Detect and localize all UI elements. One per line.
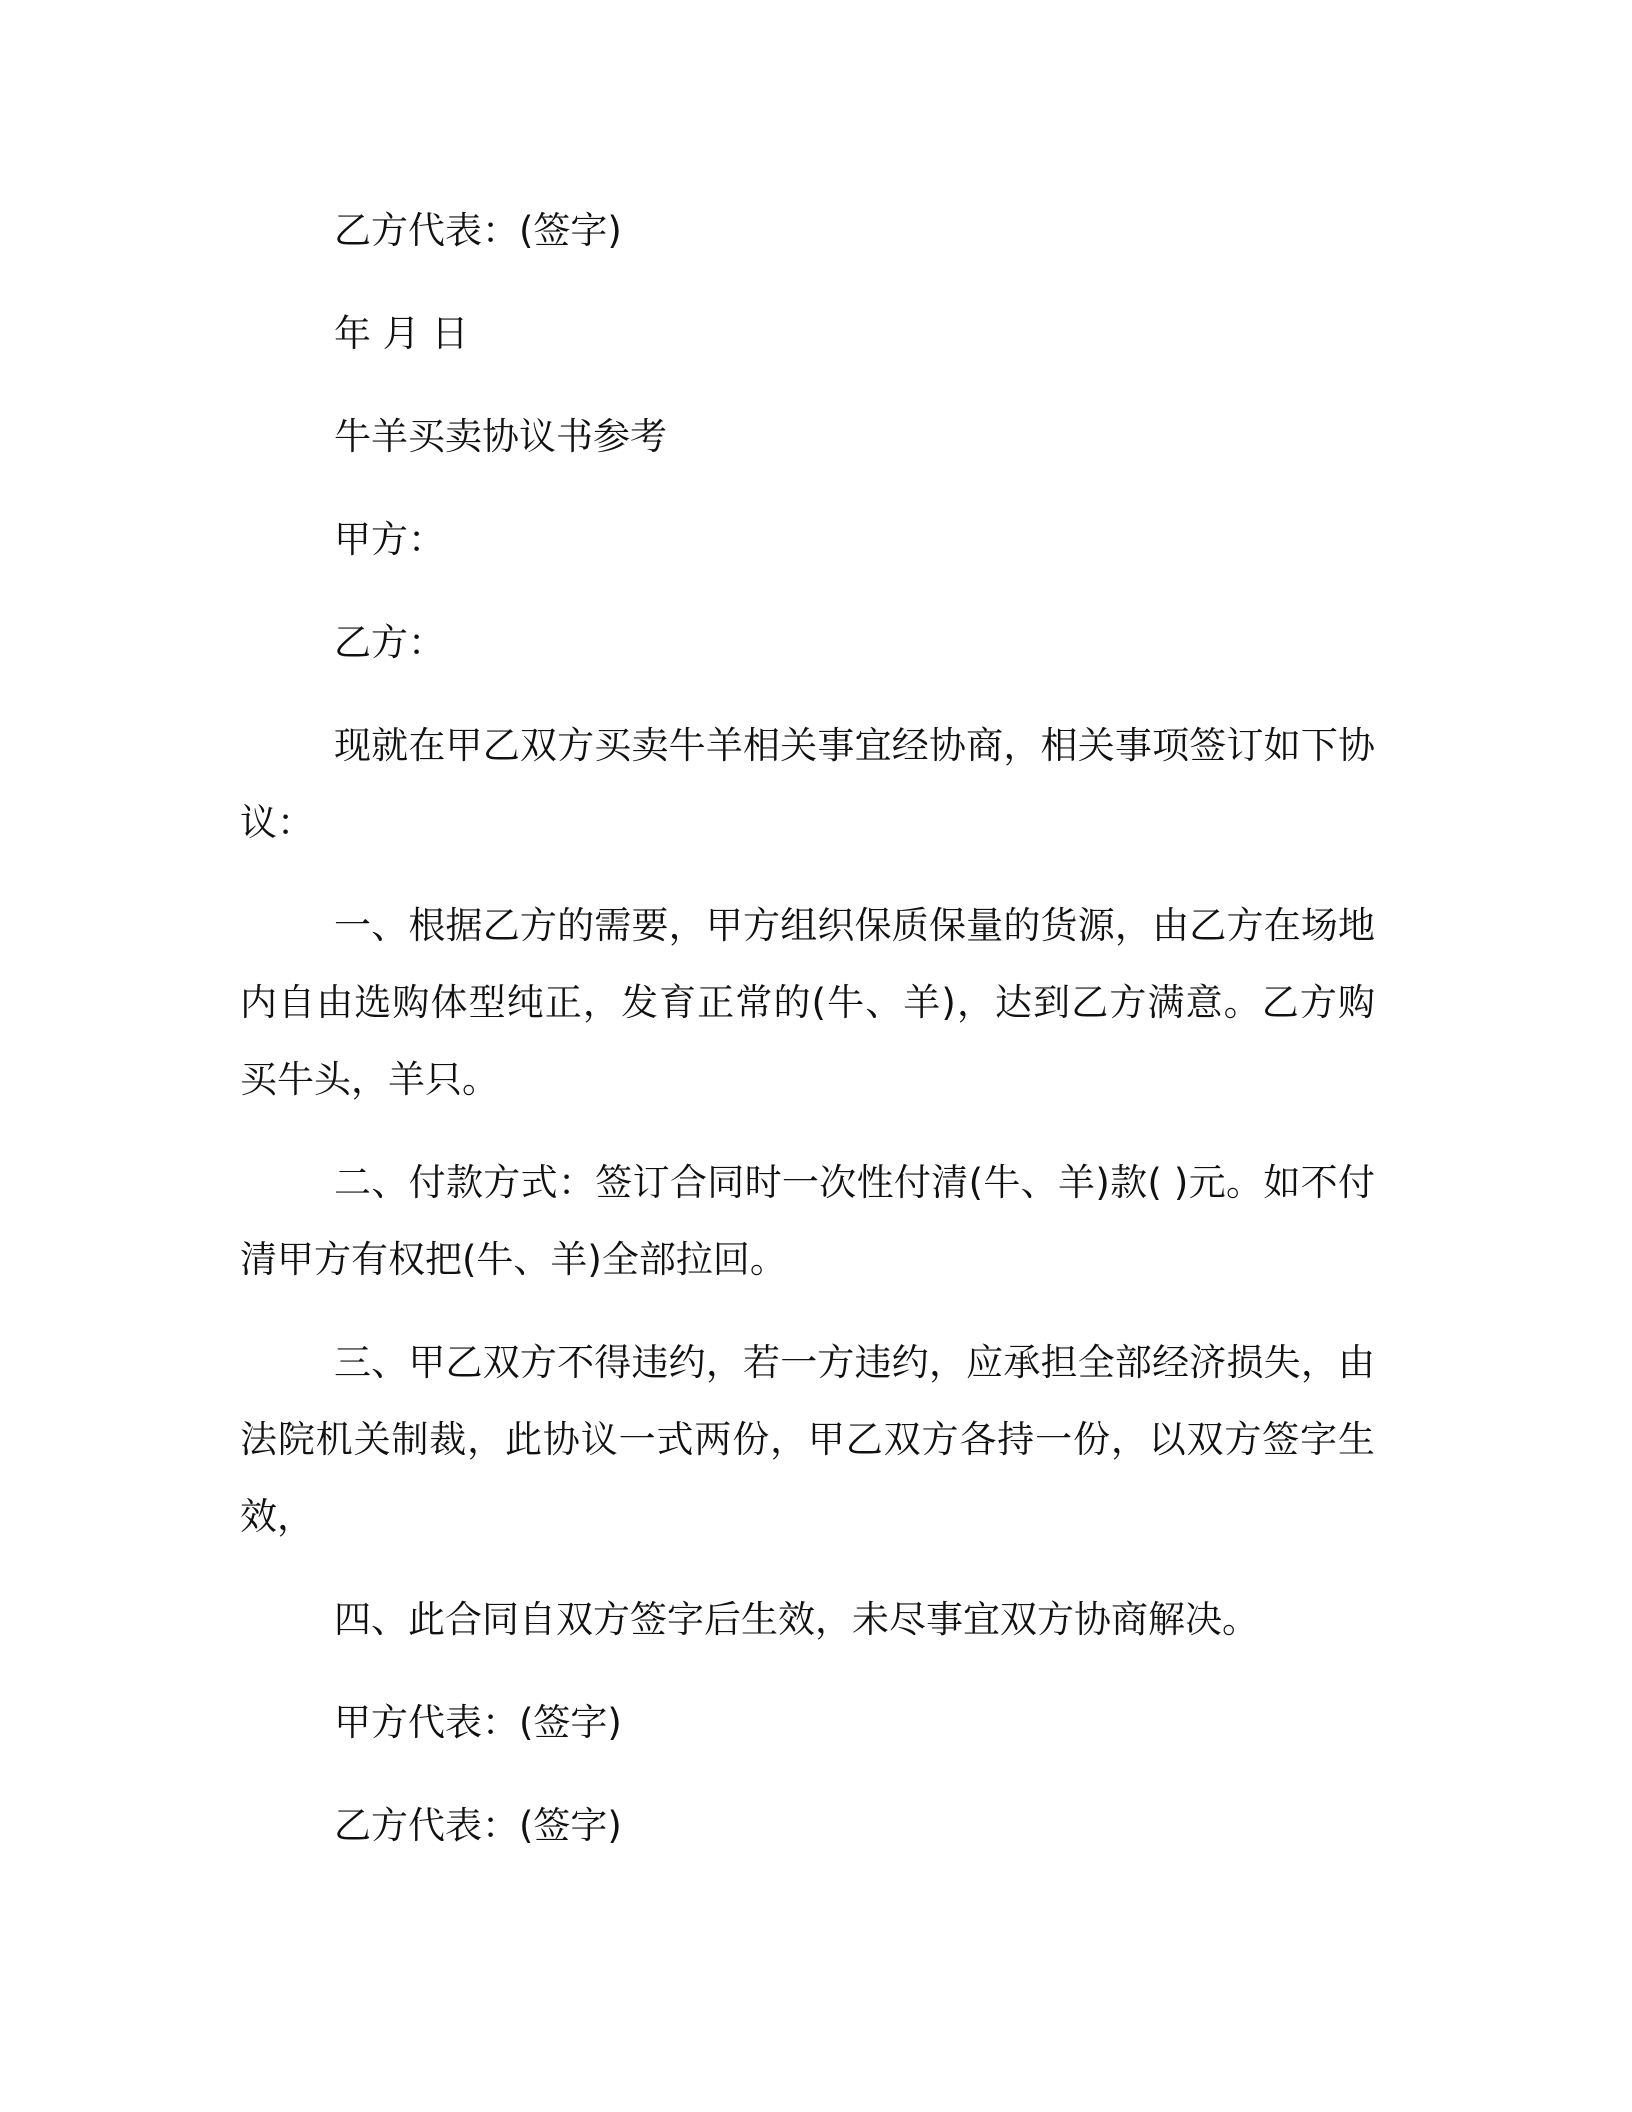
document-title: 牛羊买卖协议书参考 [334, 415, 667, 458]
party-b-representative-top: 乙方代表：(签字) [334, 209, 622, 252]
clause-3: 三、甲乙双方不得违约，若一方违约，应承担全部经济损失，由法院机关制裁，此协议一式两份，甲乙双方各持一份，以双方签字生效， [240, 1341, 1375, 1538]
clause-2: 二、付款方式：签订合同时一次性付清(牛、羊)款( )元。如不付清甲方有权把(牛、羊)全部拉回。 [240, 1161, 1375, 1281]
date-line: 年 月 日 [334, 312, 469, 355]
clause-4: 四、此合同自双方签字后生效，未尽事宜双方协商解决。 [334, 1598, 1259, 1641]
intro-paragraph: 现就在甲乙双方买卖牛羊相关事宜经协商，相关事项签订如下协议： [240, 724, 1375, 844]
party-b-line: 乙方： [334, 621, 445, 664]
clause-1: 一、根据乙方的需要，甲方组织保质保量的货源，由乙方在场地内自由选购体型纯正，发育正常的(牛、羊)，达到乙方满意。乙方购买牛头，羊只。 [240, 904, 1375, 1101]
party-a-representative: 甲方代表：(签字) [334, 1701, 622, 1744]
party-b-representative: 乙方代表：(签字) [334, 1804, 622, 1847]
party-a-line: 甲方： [334, 518, 445, 561]
